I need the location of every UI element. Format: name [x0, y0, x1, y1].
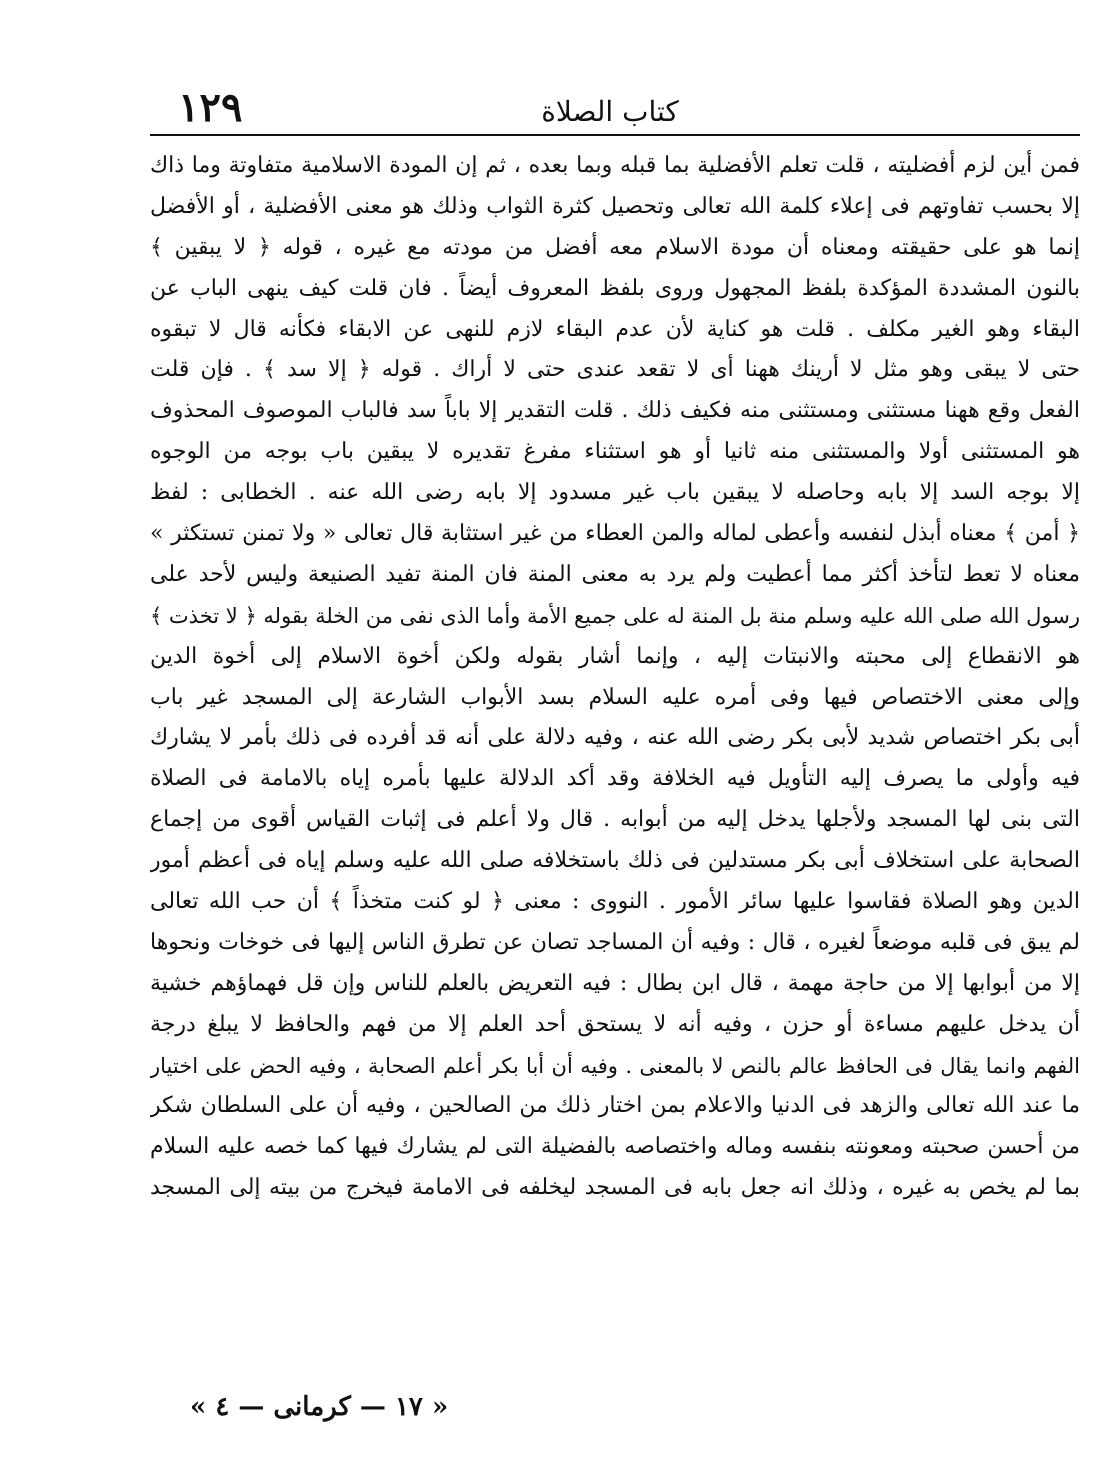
text-line: التى بنى لها المسجد ولأجلها يدخل إليه من أبوابه . قال ولا أعلم فى إثبات القياس أقوى من إجماع [150, 807, 1080, 833]
text-line: هو المستثنى أولا والمستثنى منه ثانيا أو هو استثناء مفرغ تقديره لا يبقين باب بوجه من الوجوه [150, 439, 1080, 465]
text-line: ﴿ أمن ﴾ معناه أبذل لنفسه وأعطى لماله والمن العطاء من غير استثابة قال تعالى « ولا تمنن تستكثر » [150, 521, 1080, 547]
text-line: أن يدخل عليهم مساءة أو حزن ، وفيه أنه لا يستحق أحد العلم إلا من فهم والحافظ لا يبلغ درجة [150, 1011, 1080, 1037]
text-line: أبى بكر اختصاص شديد لأبى بكر رضى الله عنه ، وفيه دلالة على أنه قد أفرده فى ذلك بأمر لا يشارك [150, 725, 1080, 751]
text-line: الفعل وقع ههنا مستثنى ومستثنى منه فكيف ذلك . قلت التقدير إلا باباً سد فالباب الموصوف المحذوف [150, 398, 1080, 424]
text-line: هو الانقطاع إلى محبته والانبتات إليه ، وإنما أشار بقوله ولكن أخوة الاسلام إلى أخوة الدين [150, 643, 1080, 669]
signature-mark: « ١٧ — كرمانى — ٤ » [190, 1392, 449, 1422]
text-line: وإلى معنى الاختصاص فيها وفى أمره عليه السلام بسد الأبواب الشارعة إلى المسجد غير باب [150, 684, 1080, 710]
document-page [150, 80, 1080, 1440]
running-title: كتاب الصلاة [541, 95, 679, 128]
text-line: إلا بحسب تفاوتهم فى إعلاء كلمة الله تعالى وتحصيل كثرة الثواب وذلك هو معنى الأفضلية ، أو الأفضل [150, 193, 1080, 219]
text-line: بما لم يخص به غيره ، وذلك انه جعل بابه فى المسجد ليخلفه فى الامامة فيخرج من بيته إلى المسجد [150, 1175, 1080, 1201]
text-line: بالنون المشددة المؤكدة بلفظ المجهول وروى بلفظ المعروف أيضاً . فان قلت كيف ينهى الباب عن [150, 275, 1080, 301]
text-line: إلا بوجه السد إلا بابه وحاصله لا يبقين باب غير مسدود إلا بابه رضى الله عنه . الخطابى : لفظ [150, 480, 1080, 506]
text-line: الصحابة على استخلاف أبى بكر مستدلين فى ذلك باستخلافه صلى الله عليه وسلم إياه فى أعظم أمور [150, 848, 1080, 874]
text-line: الدين وهو الصلاة فقاسوا عليها سائر الأمور . النووى : معنى ﴿ لو كنت متخذاً ﴾ أن حب الله تعالى [150, 889, 1080, 915]
text-line: البقاء وهو الغير مكلف . قلت هو كناية لأن عدم البقاء لازم للنهى عن الابقاء فكأنه قال لا تبقوه [150, 316, 1080, 342]
text-line: من أحسن صحبته ومعونته بنفسه وماله واختصاصه بالفضيلة التى لم يشارك فيها كما خصه عليه السلام [150, 1134, 1080, 1160]
text-line: الفهم وانما يقال فى الحافظ عالم بالنص لا بالمعنى . وفيه أن أبا بكر أعلم الصحابة ، وفيه الحض على اختيار [150, 1053, 1080, 1078]
page-header [150, 80, 1080, 132]
page-number: ١٢٩ [178, 84, 243, 131]
text-line: معناه لا تعط لتأخذ أكثر مما أعطيت ولم يرد به معنى المنة فان المنة تفيد الصنيعة وليس لأحد على [150, 561, 1080, 587]
text-line: فيه وأولى ما يصرف إليه التأويل فيه الخلافة وقد أكد الدلالة عليها بأمره إياه بالامامة فى الصلاة [150, 766, 1080, 792]
text-line: إلا من أبوابها إلا من حاجة مهمة ، قال ابن بطال : فيه التعريض بالعلم للناس وإن قل فهماؤهم خشية [150, 970, 1080, 996]
text-line: ما عند الله تعالى والزهد فى الدنيا والاعلام بمن اختار ذلك من الصالحين ، وفيه أن على السلطان شكر [150, 1093, 1080, 1119]
text-line: حتى لا يبقى وهو مثل لا أرينك ههنا أى لا تقعد عندى حتى لا أراك . قوله ﴿ إلا سد ﴾ . فإن قلت [150, 357, 1080, 383]
text-line: فمن أين لزم أفضليته ، قلت تعلم الأفضلية بما قبله وبما بعده ، ثم إن المودة الاسلامية متفاوتة وما ذاك [150, 153, 1080, 178]
text-line: إنما هو على حقيقته ومعناه أن مودة الاسلام معه أفضل من مودته مع غيره ، قوله ﴿ لا يبقين ﴾ [150, 234, 1080, 260]
header-rule [150, 134, 1080, 136]
body-text [150, 146, 1080, 1209]
text-line: رسول الله صلى الله عليه وسلم منة بل المنة له على جميع الأمة وأما الذى نفى من الخلة بقوله ﴿ لا تخذت ﴾ [150, 603, 1080, 628]
text-line: لم يبق فى قلبه موضعاً لغيره ، قال : وفيه أن المساجد تصان عن تطرق الناس إليها فى خوخات ونحوها [150, 929, 1080, 955]
